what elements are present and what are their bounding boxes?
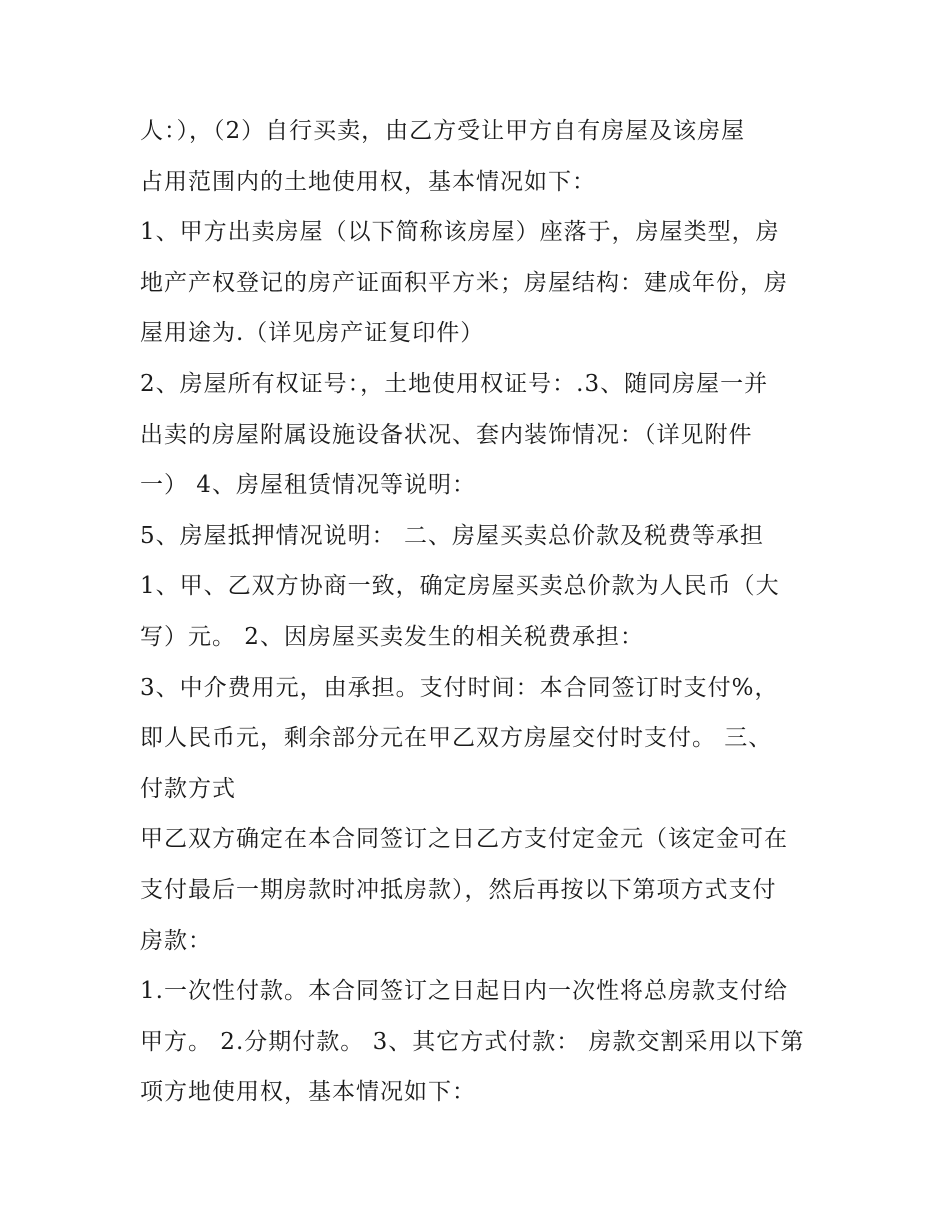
contract-text — [140, 106, 830, 1118]
text-line: 1、甲方出卖房屋（以下简称该房屋）座落于，房屋类型，房 — [140, 219, 780, 246]
text-line: 付款方式 — [140, 775, 236, 802]
text-line: 地产产权登记的房产证面积平方米；房屋结构：建成年份，房 — [140, 269, 788, 296]
text-line: 占用范围内的土地使用权，基本情况如下： — [140, 168, 596, 195]
text-line: 即人民币元，剩余部分元在甲乙双方房屋交付时支付。 三、 — [140, 725, 773, 752]
text-line: 甲方。 2.分期付款。 3、其它方式付款： 房款交割采用以下第 — [140, 1028, 805, 1055]
text-line: 项方地使用权，基本情况如下： — [140, 1079, 476, 1106]
text-line: 人：），（2）自行买卖，由乙方受让甲方自有房屋及该房屋 — [140, 118, 746, 144]
text-line: 甲乙双方确定在本合同签订之日乙方支付定金元（该定金可在 — [140, 826, 788, 853]
text-line: 5、房屋抵押情况说明： 二、房屋买卖总价款及税费等承担 — [140, 522, 764, 549]
text-line: 写）元。 2、因房屋买卖发生的相关税费承担： — [140, 623, 644, 650]
text-line: 1.一次性付款。本合同签订之日起日内一次性将总房款支付给 — [140, 978, 788, 1005]
text-line: 3、中介费用元，由承担。支付时间：本合同签订时支付%， — [140, 674, 779, 701]
text-line: 一） 4、房屋租赁情况等说明： — [140, 472, 476, 499]
text-line: 支付最后一期房款时冲抵房款），然后再按以下第项方式支付 — [140, 876, 777, 903]
text-line: 2、房屋所有权证号：，土地使用权证号：.3、随同房屋一并 — [140, 370, 769, 397]
text-line: 屋用途为.（详见房产证复印件） — [140, 320, 485, 347]
text-line: 房款： — [140, 927, 212, 954]
text-line: 1、甲、乙双方协商一致，确定房屋买卖总价款为人民币（大 — [140, 573, 780, 600]
text-line: 出卖的房屋附属设施设备状况、套内装饰情况：（详见附件 — [140, 421, 753, 448]
